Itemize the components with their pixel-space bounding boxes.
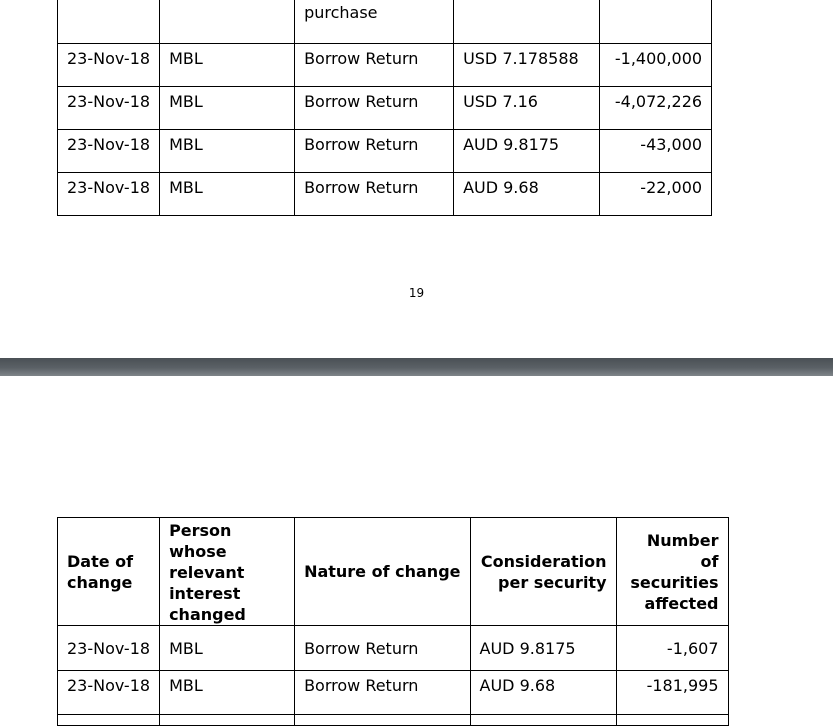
cell-number: -4,072,226 xyxy=(614,92,703,111)
cell-consideration: AUD 9.68 xyxy=(479,676,556,695)
cell-number: -22,000 xyxy=(640,178,703,197)
table-row xyxy=(58,173,712,216)
cell-person: MBL xyxy=(169,639,203,658)
header-consideration: Consideration per security xyxy=(470,518,616,626)
table-cell xyxy=(58,0,160,44)
cell-person: MBL xyxy=(169,92,203,111)
table-row xyxy=(58,44,712,87)
table-row xyxy=(58,715,729,726)
header-number: Number of securities affected xyxy=(616,518,728,626)
header-person: Person whose relevant interest changed xyxy=(160,518,295,626)
cell-date: 23-Nov-18 xyxy=(67,92,151,111)
table-row xyxy=(58,626,729,671)
cell-date: 23-Nov-18 xyxy=(67,639,151,658)
cell-date: 23-Nov-18 xyxy=(67,49,151,68)
cell-consideration: AUD 9.8175 xyxy=(479,639,576,658)
cell-nature: Borrow Return xyxy=(304,49,419,68)
table-cell xyxy=(454,0,600,44)
cell-number: -1,400,000 xyxy=(614,49,703,68)
cell-consideration: USD 7.16 xyxy=(463,92,538,111)
cell-date: 23-Nov-18 xyxy=(67,676,151,695)
cell-person: MBL xyxy=(169,135,203,154)
table-cell xyxy=(295,0,454,44)
changes-table xyxy=(57,517,729,726)
cell-date: 23-Nov-18 xyxy=(67,135,151,154)
header-nature: Nature of change xyxy=(295,518,470,626)
cell-nature: Borrow Return xyxy=(304,135,419,154)
changes-table-continued xyxy=(57,0,712,216)
cell-date: 23-Nov-18 xyxy=(67,178,151,197)
cell-consideration: USD 7.178588 xyxy=(463,49,579,68)
cell-number: -181,995 xyxy=(646,676,719,695)
document-page-bottom xyxy=(0,376,833,715)
cell-consideration: AUD 9.8175 xyxy=(463,135,560,154)
cell-person: MBL xyxy=(169,49,203,68)
table-header-row xyxy=(58,518,729,626)
cell-nature: Borrow Return xyxy=(304,676,419,695)
page-number: 19 xyxy=(408,286,425,300)
table-row xyxy=(58,130,712,173)
cell-consideration: AUD 9.68 xyxy=(463,178,539,197)
cell-person: MBL xyxy=(169,676,203,695)
cell-nature: Borrow Return xyxy=(304,92,419,111)
header-date: Date of change xyxy=(58,518,160,626)
cell-number: -1,607 xyxy=(666,639,719,658)
table-cell xyxy=(160,0,295,44)
table-row xyxy=(58,671,729,715)
cell-nature: Borrow Return xyxy=(304,178,419,197)
table-row xyxy=(58,87,712,130)
table-row xyxy=(58,0,712,44)
cell-nature: purchase xyxy=(304,3,378,22)
table-cell xyxy=(600,0,712,44)
page-separator xyxy=(0,358,833,376)
document-page-top xyxy=(0,0,833,358)
cell-nature: Borrow Return xyxy=(304,639,419,658)
cell-person: MBL xyxy=(169,178,203,197)
cell-number: -43,000 xyxy=(640,135,703,154)
